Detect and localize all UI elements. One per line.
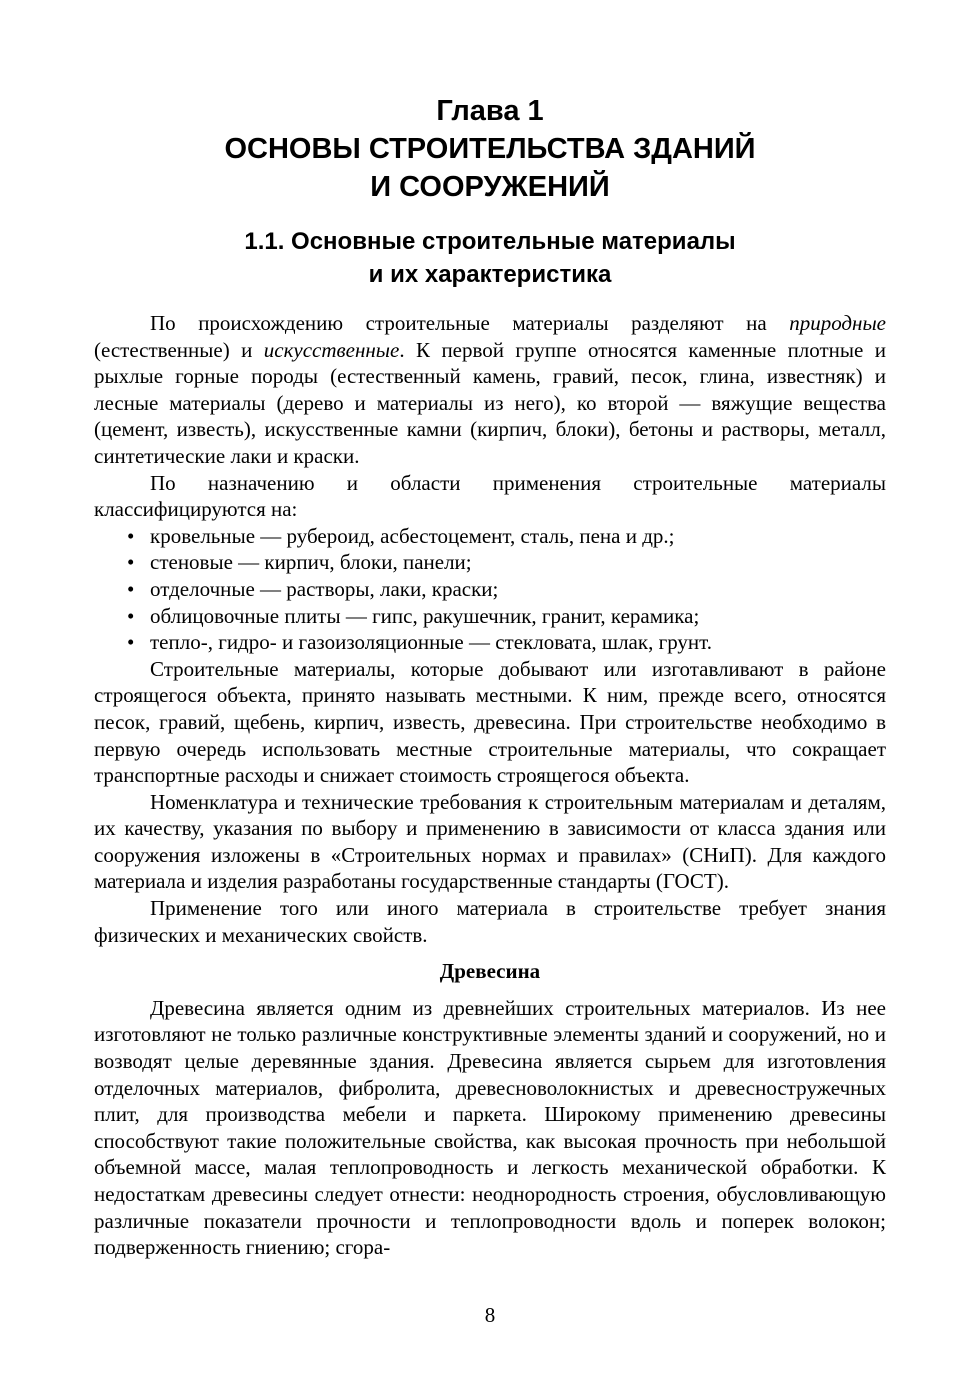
bullet-icon: •	[127, 523, 135, 548]
paragraph-classification: По назначению и области применения строительные материалы классифицируются на:	[94, 470, 886, 522]
paragraph-local-materials: Строительные материалы, которые добывают или изготавливают в районе строящегося объекта, принято называть местными. К ним, прежде всего, относятся песок, гравий, щебень, кирпич, известь, древесина. При строительстве необходимо в первую очередь использовать местные строительные материалы, что сокращает транспортные расходы и снижает стоимость строящегося объекта.	[94, 656, 886, 788]
list-item	[94, 523, 886, 550]
list-item-text: стеновые — кирпич, блоки, панели;	[150, 550, 472, 575]
list-item	[94, 576, 886, 603]
paragraph-standards: Номенклатура и технические требования к строительным материалам и деталям, их качеству, указания по выбору и применению в зависимости от класса здания или сооружения изложены в «Строительных нормах и правилах» (СНиП). Для каждого материала и изделия разработаны государственные стандарты (ГОСТ).	[94, 789, 886, 894]
bullet-icon: •	[127, 576, 135, 601]
body-text	[94, 310, 886, 1261]
paragraph-origin-text-2: (естественные) и	[94, 337, 264, 362]
paragraph-wood: Древесина является одним из древнейших строительных материалов. Из нее изготовляют не только различные конструктивные элементы зданий и сооружений, но и возводят целые деревянные здания. Древесина является сырьем для изготовления отделочных материалов, фибролита, древесноволокнистых и древесностружечных плит, для производства мебели и паркета. Широкому применению древесины способствуют такие положительные свойства, как высокая прочность при небольшой объемной массе, малая теплопроводность и легкость механической обработки. К недостаткам древесины следует отнести: неоднородность строения, обусловливающую различные показатели прочности и теплопроводности вдоль и поперек волокон; подверженность гниению; сгора-	[94, 995, 886, 1260]
list-item-text: облицовочные плиты — гипс, ракушечник, гранит, керамика;	[150, 603, 700, 628]
list-item	[94, 603, 886, 630]
paragraph-properties: Применение того или иного материала в строительстве требует знания физических и механических свойств.	[94, 896, 886, 947]
paragraph-origin-text-3: . К первой группе относятся каменные плотные и рыхлые горные породы (естественный камень, гравий, песок, глина, известняк) и лесные материалы (дерево и материалы из него), ко второй — вяжущие вещества (цемент, известь), искусственные камни (кирпич, блоки), бетоны и растворы, металл, синтетические лаки и краски.	[94, 337, 887, 468]
chapter-label: Глава 1	[436, 95, 544, 127]
bullet-icon: •	[127, 630, 135, 655]
page-content	[94, 92, 886, 1261]
list-item-text: кровельные — рубероид, асбестоцемент, сталь, пена и др.;	[150, 523, 675, 548]
chapter-title-line1: ОСНОВЫ СТРОИТЕЛЬСТВА ЗДАНИЙ	[224, 133, 756, 165]
paragraph-origin	[94, 310, 886, 470]
list-item	[94, 629, 886, 656]
bullet-icon: •	[127, 603, 135, 628]
chapter-title-line2: И СООРУЖЕНИЙ	[370, 171, 610, 203]
section-title-line1: 1.1. Основные строительные материалы	[244, 228, 736, 255]
section-title-line2: и их характеристика	[368, 261, 612, 288]
material-types-list	[94, 523, 886, 656]
term-artificial: искусственные	[263, 337, 400, 362]
chapter-heading	[94, 92, 886, 206]
bullet-icon: •	[127, 550, 135, 575]
list-item-text: тепло-, гидро- и газоизоляционные — стекловата, шлак, грунт.	[150, 630, 713, 655]
list-item	[94, 549, 886, 576]
term-natural: природные	[789, 311, 886, 335]
page-number: 8	[484, 1303, 496, 1327]
paragraph-origin-text-1: По происхождению строительные материалы разделяют на	[150, 311, 790, 335]
section-heading	[94, 225, 886, 291]
subheading-wood: Древесина	[439, 959, 541, 984]
list-item-text: отделочные — растворы, лаки, краски;	[150, 576, 499, 601]
